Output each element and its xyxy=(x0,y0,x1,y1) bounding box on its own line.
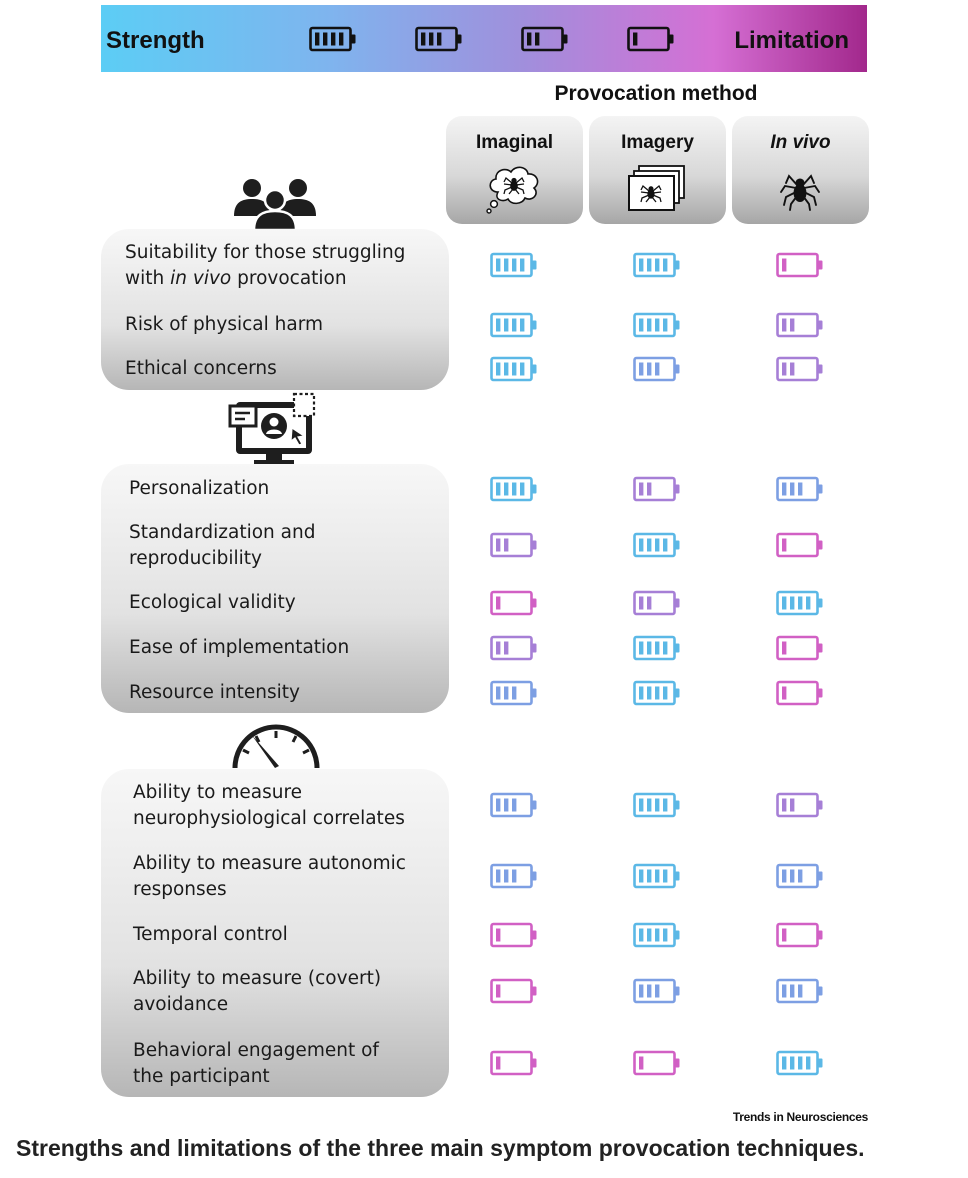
row-label-part: in vivo xyxy=(170,268,232,289)
column-header-imaginal xyxy=(446,116,583,224)
rating-battery-in-vivo xyxy=(776,635,824,661)
row-label-part: with xyxy=(125,268,171,289)
rating-battery-imagery xyxy=(633,792,681,818)
row-label-part: Personalization xyxy=(129,478,270,499)
computer-monitor-user-icon xyxy=(226,392,316,466)
rating-battery-imaginal xyxy=(490,680,538,706)
rating-battery-in-vivo xyxy=(776,252,824,278)
row-label-part: Ability to measure autonomic xyxy=(133,853,406,874)
rating-battery-imagery xyxy=(633,680,681,706)
row-label-part: neurophysiological correlates xyxy=(133,808,405,829)
row-label-part: Behavioral engagement of xyxy=(133,1040,379,1061)
rating-battery-imagery xyxy=(633,532,681,558)
battery-level-2-icon xyxy=(521,26,569,52)
spider-icon xyxy=(770,162,830,214)
column-header-imagery xyxy=(589,116,726,224)
row-label-part: Standardization and xyxy=(129,522,316,543)
row-label xyxy=(129,590,296,616)
row-label-part: responses xyxy=(133,879,227,900)
column-header-in-vivo xyxy=(732,116,869,224)
rating-battery-imagery xyxy=(633,922,681,948)
row-label xyxy=(125,240,405,292)
row-label xyxy=(133,966,381,1018)
rating-battery-imaginal xyxy=(490,312,538,338)
row-label-part: Resource intensity xyxy=(129,682,300,703)
row-label xyxy=(129,680,300,706)
column-label: Imaginal xyxy=(475,132,554,153)
rating-battery-imagery xyxy=(633,635,681,661)
rating-battery-in-vivo xyxy=(776,978,824,1004)
rating-battery-in-vivo xyxy=(776,312,824,338)
thought-bubble-spider-icon xyxy=(484,162,544,214)
column-group-title: Provocation method xyxy=(554,82,758,105)
rating-battery-imagery xyxy=(633,1050,681,1076)
row-label-part: Ease of implementation xyxy=(129,637,350,658)
battery-level-3-icon xyxy=(415,26,463,52)
row-label-part: reproducibility xyxy=(129,548,262,569)
picture-stack-spider-icon xyxy=(627,162,687,214)
row-label-part: the participant xyxy=(133,1066,270,1087)
rating-battery-imaginal xyxy=(490,476,538,502)
row-label xyxy=(129,520,315,572)
row-label-part: Temporal control xyxy=(133,924,288,945)
battery-level-4-icon xyxy=(309,26,357,52)
rating-battery-in-vivo xyxy=(776,922,824,948)
rating-battery-in-vivo xyxy=(776,356,824,382)
row-label xyxy=(133,851,406,903)
rating-battery-in-vivo xyxy=(776,680,824,706)
rating-battery-imagery xyxy=(633,356,681,382)
rating-battery-imaginal xyxy=(490,252,538,278)
column-label: Imagery xyxy=(621,132,694,153)
column-label: In vivo xyxy=(770,132,831,153)
row-label xyxy=(133,922,288,948)
rating-battery-imagery xyxy=(633,476,681,502)
rating-battery-imagery xyxy=(633,978,681,1004)
legend-limitation-label: Limitation xyxy=(734,27,849,54)
rating-battery-imaginal xyxy=(490,922,538,948)
rating-battery-imaginal xyxy=(490,863,538,889)
speedometer-gauge-icon xyxy=(231,720,321,770)
row-label-part: Ecological validity xyxy=(129,592,296,613)
rating-battery-imagery xyxy=(633,252,681,278)
rating-battery-imagery xyxy=(633,590,681,616)
row-label-part: Ability to measure xyxy=(133,782,303,803)
row-label xyxy=(129,635,349,661)
row-label-part: avoidance xyxy=(133,994,229,1015)
rating-battery-imaginal xyxy=(490,356,538,382)
row-label-part: provocation xyxy=(231,268,347,289)
rating-battery-in-vivo xyxy=(776,590,824,616)
rating-battery-in-vivo xyxy=(776,532,824,558)
rating-battery-in-vivo xyxy=(776,1050,824,1076)
row-label-part: Suitability for those struggling xyxy=(125,242,406,263)
row-label xyxy=(133,1038,379,1090)
row-label-part: Ability to measure (covert) xyxy=(133,968,382,989)
rating-battery-imagery xyxy=(633,312,681,338)
people-group-icon xyxy=(230,170,320,232)
row-label xyxy=(129,476,269,502)
rating-battery-imaginal xyxy=(490,978,538,1004)
rating-battery-imaginal xyxy=(490,1050,538,1076)
journal-name: Trends in Neurosciences xyxy=(732,1110,868,1124)
figure-caption: Strengths and limitations of the three main symptom provocation techniques. xyxy=(16,1135,865,1161)
rating-battery-imaginal xyxy=(490,532,538,558)
rating-battery-imaginal xyxy=(490,590,538,616)
battery-level-1-icon xyxy=(627,26,675,52)
row-label-part: Risk of physical harm xyxy=(125,314,324,335)
rating-battery-in-vivo xyxy=(776,792,824,818)
rating-battery-imaginal xyxy=(490,635,538,661)
row-label xyxy=(125,356,277,382)
rating-battery-imagery xyxy=(633,863,681,889)
row-label xyxy=(133,780,405,832)
rating-battery-in-vivo xyxy=(776,476,824,502)
legend-strength-label: Strength xyxy=(106,27,205,54)
strength-limitation-legend xyxy=(101,5,867,72)
rating-battery-in-vivo xyxy=(776,863,824,889)
row-label xyxy=(125,312,323,338)
row-label-part: Ethical concerns xyxy=(125,358,277,379)
rating-battery-imaginal xyxy=(490,792,538,818)
